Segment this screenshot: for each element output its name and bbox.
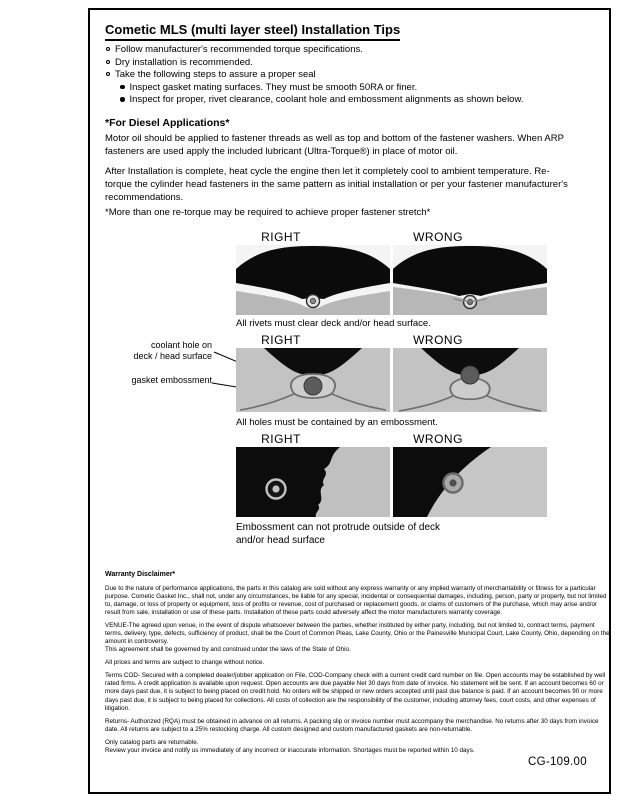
rivet-right-figure — [236, 245, 390, 315]
prices-terms-line: All prices and terms are subject to change without notice. — [105, 659, 265, 667]
figure-caption-embossment — [236, 521, 536, 547]
governing-law-line: This agreement shall be governed by and construed under the laws of the State of Ohio. — [105, 646, 351, 654]
bullet-text: Inspect for proper, rivet clearance, coolant hole and embossment alignments as shown below. — [129, 94, 524, 105]
warranty-disclaimer-section — [105, 571, 610, 760]
filled-bullet-icon — [120, 85, 125, 90]
page-code: CG-109.00 — [528, 756, 587, 768]
wrong-header: WRONG — [413, 230, 463, 244]
bullet-text: Take the following steps to assure a proper seal — [115, 69, 316, 80]
figure-caption-holes: All holes must be contained by an embossment. — [236, 417, 438, 428]
coolant-wrong-figure — [393, 348, 547, 412]
bullet-item — [106, 69, 586, 81]
wrong-header: WRONG — [413, 432, 463, 446]
coolant-right-figure — [236, 348, 390, 412]
page-title: Cometic MLS (multi layer steel) Installation Tips — [105, 22, 400, 41]
warranty-disclaimer-heading: Warranty Disclaimer* — [105, 571, 176, 578]
diesel-paragraph-2: After Installation is complete, heat cycle the engine then let it completely cool to ambient temperature. Re-torque the cylinder head fasteners in the same pattern as initial installation or per your fastener manufacturer's recommendations. — [105, 166, 568, 203]
coolant-hole-label-line2: deck / head surface — [133, 351, 212, 362]
right-header: RIGHT — [261, 432, 301, 446]
gasket-embossment-label: gasket embossment — [131, 375, 212, 385]
figure-caption-embossment-line2: and/or head surface — [236, 535, 325, 546]
terms-cod-paragraph: Terms COD- Secured with a completed dealer/jobber application on File, COD-Company check with a current credit card number on file. Open accounts may be established by well rated firms. A credit application is available upon request. Open accounts are due payable Net 30 days from date of invoice. No statement will be sent. If an account becomes 60 or more days past due, it is subject to being placed on credit hold. No orders will be shipped or new orders accepted until past due balance is paid. If an account becomes 90 or more days past due, it is subject to being placed for collections. All costs of collection are the responsibility of the customer, including attorney fees, court costs, and other expenses of litigation. — [105, 672, 606, 712]
bullet-text: Follow manufacturer's recommended torque specifications. — [115, 44, 363, 55]
retorque-note: *More than one re-torque may be required to achieve proper fastener stretch* — [105, 207, 431, 218]
open-bullet-icon — [106, 72, 110, 76]
figure-caption-embossment-line1: Embossment can not protrude outside of deck — [236, 522, 441, 533]
embossment-wrong-figure — [393, 447, 547, 517]
venue-paragraph: VENUE-The agreed upon venue, in the event of dispute whatsoever between the parties, whether instituted by either party, including, but not limited to, contract terms, payment terms, delivery, type, defects, sufficiency of product, shall be the Court of Common Pleas, Lake County, Ohio or the Painesville Municipal Court, Lake County, Ohio, depending on the amount in controversy. — [105, 622, 610, 646]
figure-caption-rivets: All rivets must clear deck and/or head surface. — [236, 318, 431, 329]
bullet-item — [106, 57, 586, 69]
sub-bullet-item — [120, 94, 600, 106]
open-bullet-icon — [106, 47, 110, 51]
wrong-header: WRONG — [413, 333, 463, 347]
bullet-item — [106, 44, 586, 56]
right-header: RIGHT — [261, 230, 301, 244]
open-bullet-icon — [106, 60, 110, 64]
bullet-text: Inspect gasket mating surfaces. They must be smooth 50RA or finer. — [129, 81, 418, 93]
bullet-text: Dry installation is recommended. — [115, 56, 253, 68]
rivet-wrong-figure — [393, 245, 547, 315]
sub-bullet-item — [120, 82, 600, 94]
embossment-right-figure — [236, 447, 390, 517]
diesel-heading: *For Diesel Applications* — [105, 117, 230, 129]
right-header: RIGHT — [261, 333, 301, 347]
returns-paragraph: Returns- Authorized (RQA) must be obtained in advance on all returns. A packing slip or invoice number must accompany the merchandise. No returns after 30 days from invoice date. All returns are subject to a 25% restocking charge. All custom designed and custom manufactured gaskets are non-returnable. — [105, 717, 599, 733]
catalog-parts-line: Only catalog parts are returnable. — [105, 738, 199, 746]
disclaimer-paragraph: Due to the nature of performance applications, the parts in this catalog are sold without any express warranty or any implied warranty of merchantability or fitness for a particular purpose. Cometic Gasket Inc., shall not, under any circumstances, be liable for any special, incidental or consequential damages, including, person, party or property, but not limited to, damage, or loss of property or equipment, loss of profits or revenue, cost of purchased or replacement goods, or claims of customers of the purchase, which may arise and/or result from sale, installation or use of these parts. Installation of these parts could adversely affect the motor manufacturers warranty coverage. — [105, 584, 607, 617]
coolant-hole-label-line1: coolant hole on — [150, 340, 212, 350]
diesel-paragraph-1: Motor oil should be applied to fastener threads as well as top and bottom of the fastener washers. When ARP fasteners are used apply the included lubricant (Ultra-Torque®) in place of motor oil. — [105, 133, 564, 157]
review-invoice-line: Review your invoice and notify us immediately of any incorrect or inaccurate information. Shortages must be reported within 10 days. — [105, 746, 475, 754]
filled-bullet-icon — [120, 97, 125, 102]
